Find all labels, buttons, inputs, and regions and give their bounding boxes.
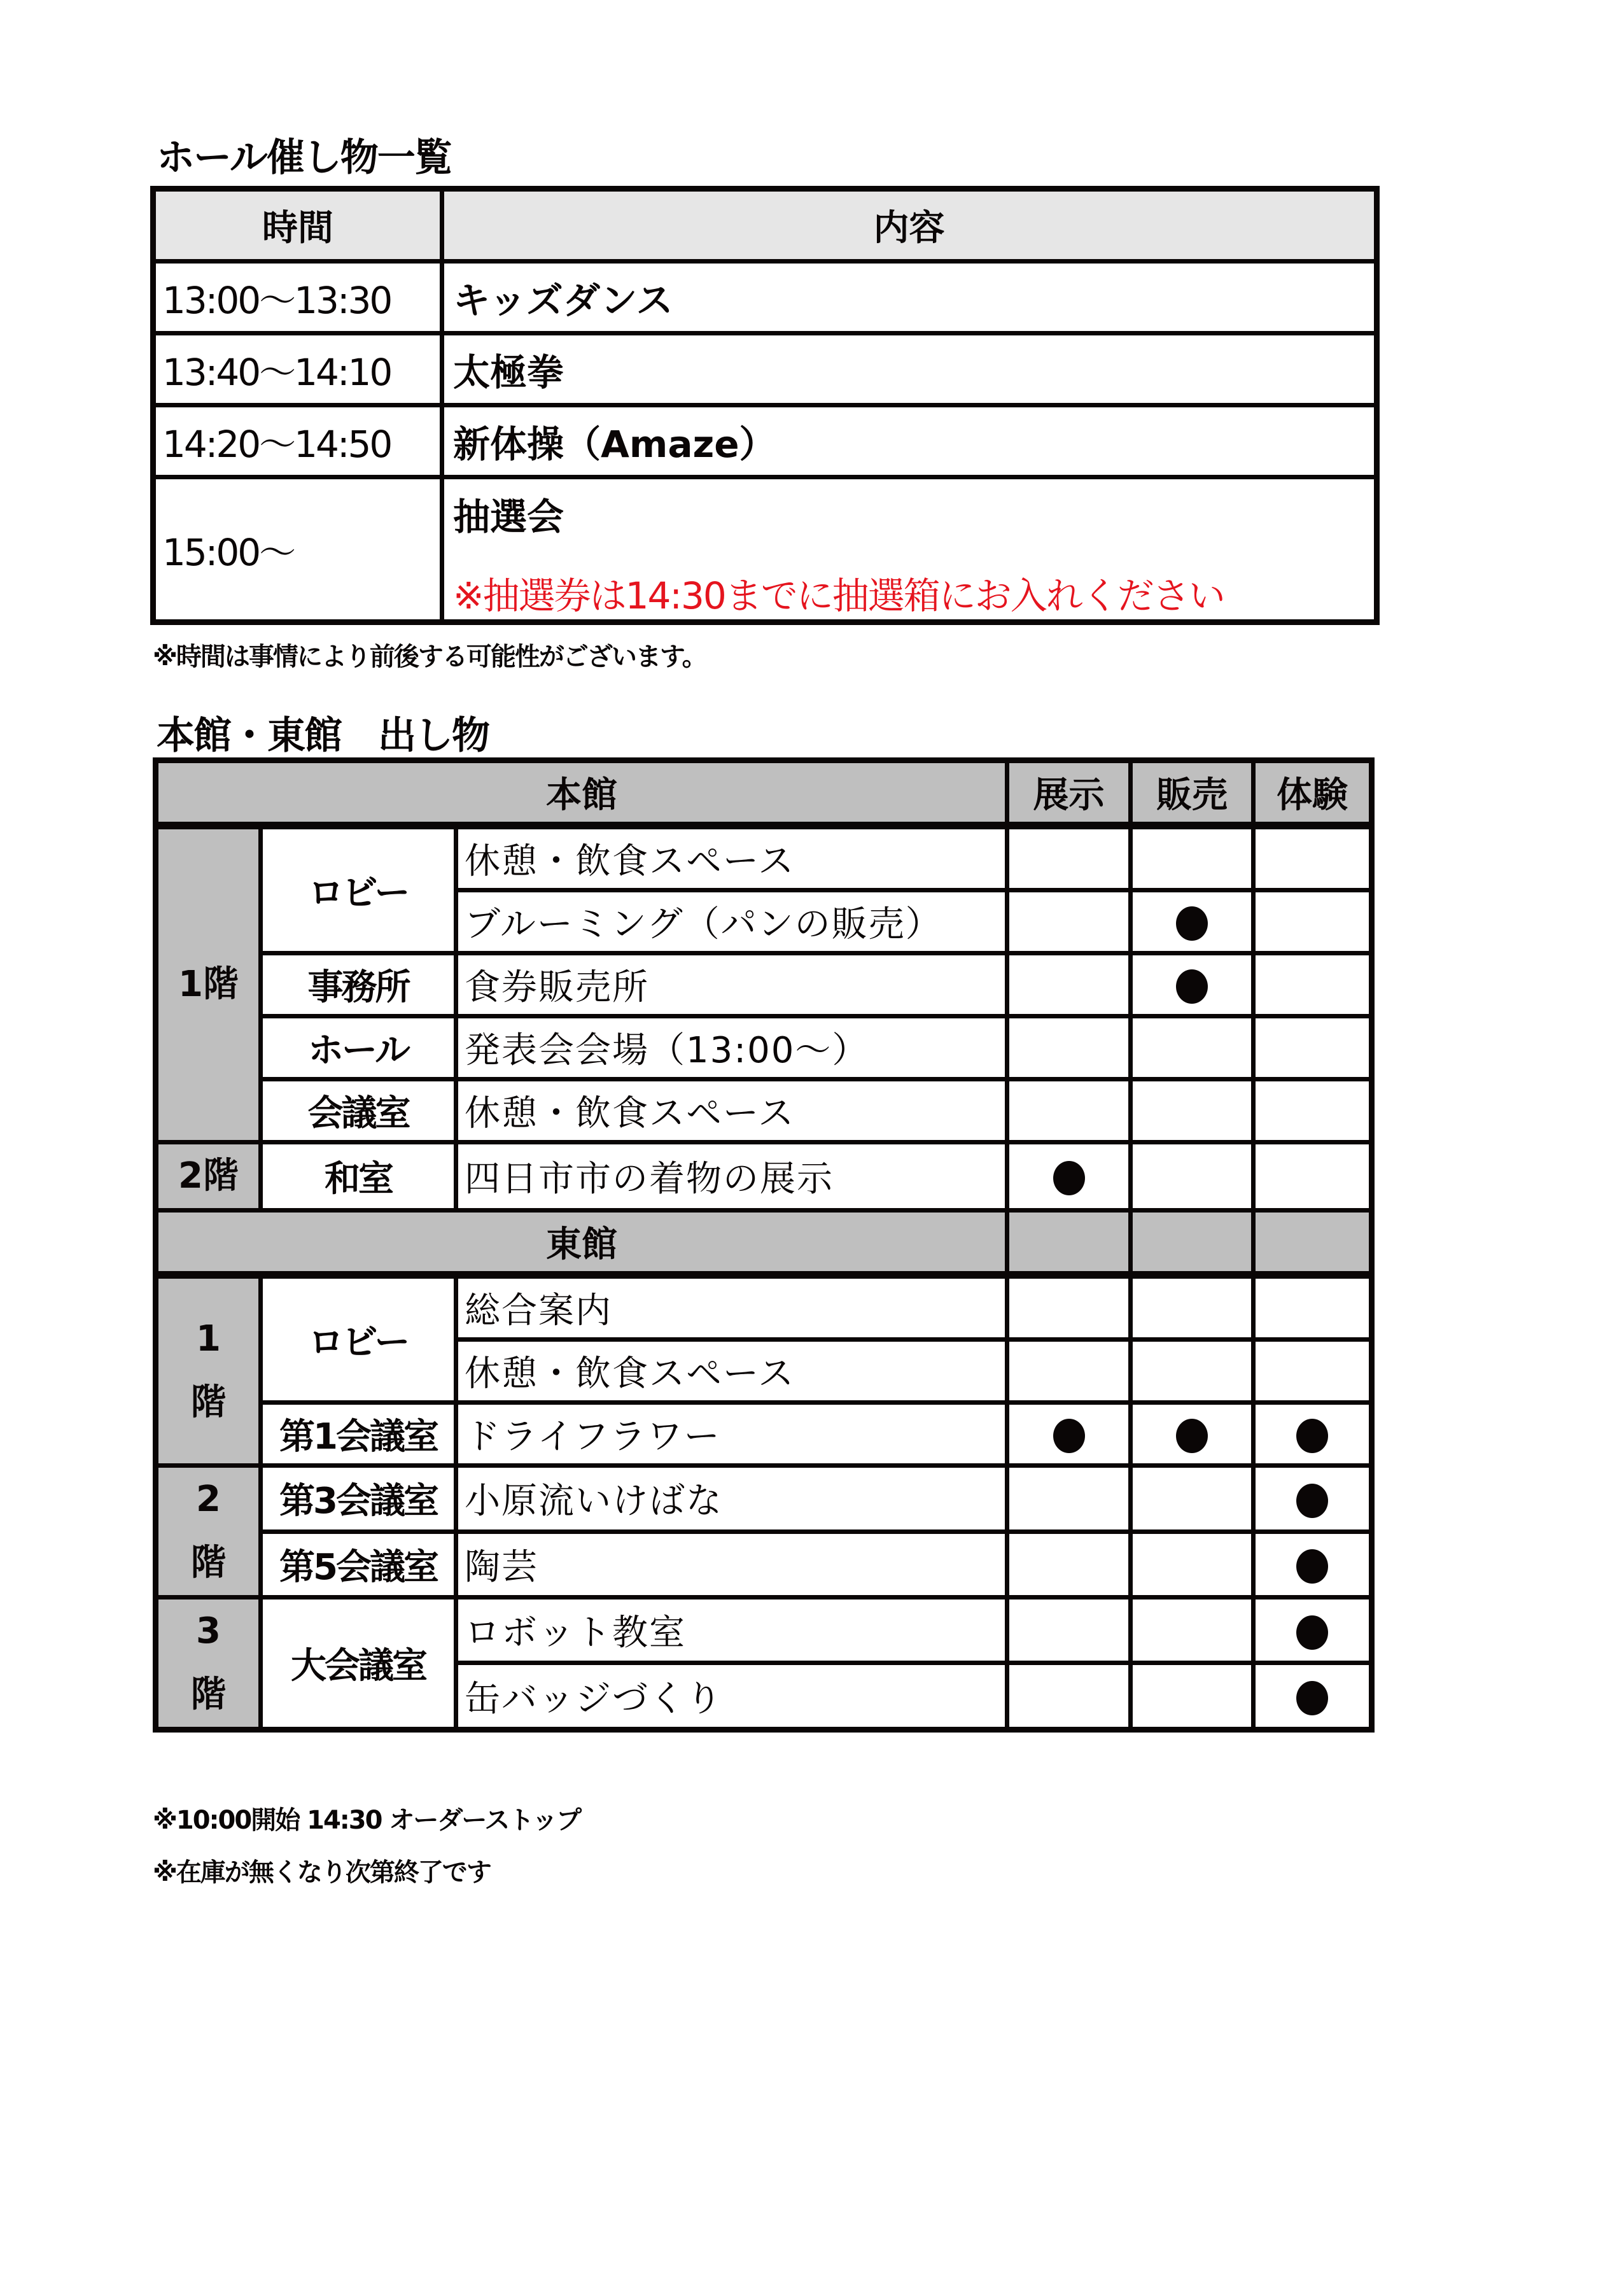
room-name: ロビー [261,826,456,953]
table-row [153,405,1377,477]
exhibits-footnote-2: ※在庫が無くなり次第終了です [153,1858,491,1887]
mark-exhibit [1007,826,1131,890]
mark-exhibit [1007,1275,1131,1340]
table-row [156,1403,1372,1466]
mark-exhibit [1007,1403,1131,1466]
floor-label [156,1275,261,1466]
column-header-content: 内容 [442,189,1377,262]
mark-exhibit [1007,1466,1131,1532]
mark-exhibit [1007,890,1131,953]
event-time: 13:40～14:10 [153,334,442,405]
room-name: 和室 [261,1143,456,1211]
mark-exhibit [1007,1598,1131,1663]
mark-sale [1131,1275,1254,1340]
mark-experience [1254,1663,1372,1730]
event-content: 新体操（Amaze） [442,405,1377,477]
mark-sale [1131,953,1254,1016]
item-name: 四日市市の着物の展示 [456,1143,1007,1211]
item-name: ロボット教室 [456,1598,1007,1663]
mark-experience [1254,1598,1372,1663]
exhibits-footnote-1: ※10:00開始 14:30 オーダーストップ [153,1806,581,1835]
mark-exhibit [1007,1143,1131,1211]
hall-footnote: ※時間は事情により前後する可能性がございます。 [153,642,706,671]
filled-circle-icon [1296,1549,1328,1584]
mark-experience [1254,1340,1372,1403]
mark-exhibit [1007,1663,1131,1730]
filled-circle-icon [1296,1484,1328,1518]
column-header-time: 時間 [153,189,442,262]
column-header-exhibit: 展示 [1007,761,1131,826]
floor-label: 1階 [156,826,261,1143]
mark-sale [1131,1079,1254,1143]
mark-experience [1254,1079,1372,1143]
mark-sale [1131,1531,1254,1598]
lottery-title: 抽選会 [453,495,564,538]
building-name-main: 本館 [156,761,1007,826]
event-content [442,477,1377,622]
filled-circle-icon [1296,1419,1328,1453]
hall-events-table [150,186,1380,625]
mark-sale [1131,1403,1254,1466]
table-header-row [153,189,1377,262]
mark-experience [1254,1275,1372,1340]
room-name: 第1会議室 [261,1403,456,1466]
item-name: 食券販売所 [456,953,1007,1016]
filled-circle-icon [1296,1681,1328,1715]
hall-events-title: ホール催し物一覧 [157,136,451,180]
floor-label-text: 2階 [190,1479,227,1584]
floor-label [156,1598,261,1730]
mark-exhibit [1007,1340,1131,1403]
table-row [156,1016,1372,1079]
building-header-row [156,1211,1372,1276]
item-name: 休憩・飲食スペース [456,1079,1007,1143]
building-name-east: 東館 [156,1211,1007,1276]
event-time: 13:00～13:30 [153,262,442,334]
event-time: 14:20～14:50 [153,405,442,477]
header-blank [1131,1211,1254,1276]
building-header-row [156,761,1372,826]
lottery-note: ※抽選券は14:30までに抽選箱にお入れください [453,574,1224,617]
mark-sale [1131,890,1254,953]
table-row [156,1143,1372,1211]
mark-exhibit [1007,1531,1131,1598]
column-header-experience: 体験 [1254,761,1372,826]
exhibits-title: 本館・東館 出し物 [157,714,489,758]
table-row [153,334,1377,405]
table-row [156,1275,1372,1340]
item-name: ドライフラワー [456,1403,1007,1466]
item-name: 発表会会場（13:00～） [456,1016,1007,1079]
table-row [156,1531,1372,1598]
floor-label-text: 1階 [190,1318,227,1423]
room-name: ホール [261,1016,456,1079]
mark-experience [1254,1143,1372,1211]
item-name: 総合案内 [456,1275,1007,1340]
room-name: 大会議室 [261,1598,456,1730]
room-name: 第3会議室 [261,1466,456,1532]
mark-sale [1131,1466,1254,1532]
filled-circle-icon [1053,1419,1085,1453]
floor-label: 2階 [156,1143,261,1211]
mark-sale [1131,1016,1254,1079]
mark-sale [1131,1598,1254,1663]
filled-circle-icon [1296,1615,1328,1650]
mark-experience [1254,890,1372,953]
room-name: 事務所 [261,953,456,1016]
filled-circle-icon [1176,1419,1208,1453]
mark-experience [1254,826,1372,890]
item-name: 陶芸 [456,1531,1007,1598]
table-row [153,477,1377,622]
table-row [153,262,1377,334]
mark-sale [1131,826,1254,890]
item-name: 休憩・飲食スペース [456,826,1007,890]
mark-experience [1254,1403,1372,1466]
mark-exhibit [1007,1016,1131,1079]
header-blank [1254,1211,1372,1276]
column-header-sale: 販売 [1131,761,1254,826]
table-row [156,953,1372,1016]
mark-experience [1254,953,1372,1016]
filled-circle-icon [1176,906,1208,941]
item-name: 休憩・飲食スペース [456,1340,1007,1403]
mark-experience [1254,1016,1372,1079]
event-content: キッズダンス [442,262,1377,334]
mark-exhibit [1007,953,1131,1016]
mark-sale [1131,1340,1254,1403]
floor-label [156,1466,261,1598]
table-row [156,1466,1372,1532]
floor-label-text: 3階 [190,1610,227,1715]
header-blank [1007,1211,1131,1276]
room-name: 第5会議室 [261,1531,456,1598]
mark-experience [1254,1531,1372,1598]
mark-sale [1131,1663,1254,1730]
event-content: 太極拳 [442,334,1377,405]
mark-experience [1254,1466,1372,1532]
room-name: 会議室 [261,1079,456,1143]
table-row [156,1598,1372,1663]
exhibits-table [153,757,1375,1733]
room-name: ロビー [261,1275,456,1403]
item-name: 小原流いけばな [456,1466,1007,1532]
mark-sale [1131,1143,1254,1211]
item-name: 缶バッジづくり [456,1663,1007,1730]
item-name: ブルーミング（パンの販売） [456,890,1007,953]
mark-exhibit [1007,1079,1131,1143]
filled-circle-icon [1053,1161,1085,1195]
table-row [156,1079,1372,1143]
filled-circle-icon [1176,969,1208,1004]
event-time: 15:00～ [153,477,442,622]
table-row [156,826,1372,890]
